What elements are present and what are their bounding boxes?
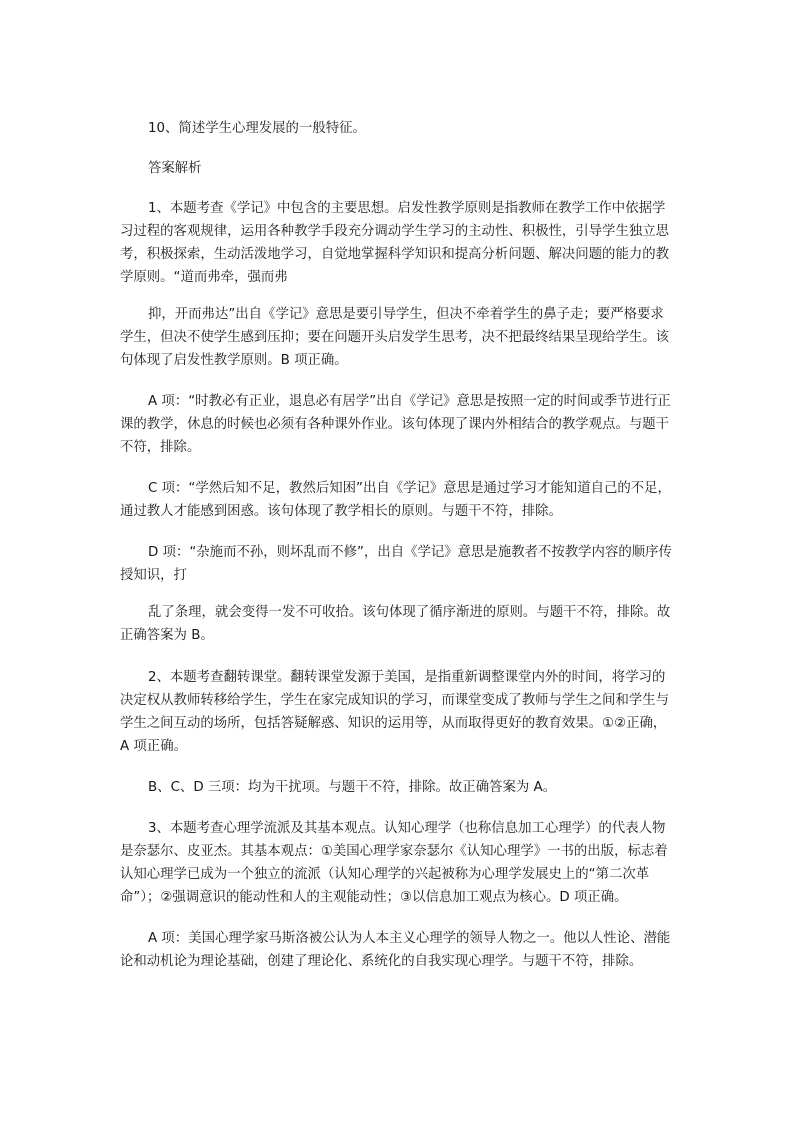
- answer-heading: 答案解析: [148, 161, 202, 176]
- paragraph-1: 1、本题考查《学记》中包含的主要思想。启发性教学原则是指教师在教学工作中依据学习过程的客观规律，运用各种教学手段充分调动学生学习的主动性、积极性，引导学生独立思考，积极探索，生动活泼地学习，自觉地掌握科学知识和提高分析问题、解决问题的能力的教学原则。“道而弗牵，强而弗: [120, 201, 670, 285]
- paragraph-3: A 项：“时教必有正业，退息必有居学”出自《学记》意思是按照一定的时间或季节进行正课的教学，休息的时候也必须有各种课外作业。该句体现了课内外相结合的教学观点。与题干不符，排除。: [120, 394, 671, 455]
- document-body: [120, 117, 672, 973]
- paragraph-4: C 项：“学然后知不足，教然后知困”出自《学记》意思是通过学习才能知道自己的不足，通过教人才能感到困惑。该句体现了教学相长的原则。与题干不符，排除。: [120, 481, 671, 519]
- paragraph-9: 3、本题考查心理学流派及其基本观点。认知心理学（也称信息加工心理学）的代表人物是奈瑟尔、皮亚杰。其基本观点：①美国心理学家奈瑟尔《认知心理学》一书的出版，标志着认知心理学已成为一个独立的流派（认知心理学的兴起被称为心理学发展史上的“第二次革命”）；②强调意识的能动性和人的主观能动性；③以信息加工观点为核心。D 项正确。: [120, 821, 668, 905]
- paragraph-6: 乱了条理，就会变得一发不可收拾。该句体现了循序渐进的原则。与题干不符，排除。故正确答案为 B。: [120, 605, 671, 643]
- paragraph-7: 2、本题考查翻转课堂。翻转课堂发源于美国，是指重新调整课堂内外的时间，将学习的决定权从教师转移给学生，学生在家完成知识的学习，而课堂变成了教师与学生之间和学生与学生之间互动的场所，包括答疑解惑、知识的运用等，从而取得更好的教育效果。①②正确，A 项正确。: [120, 670, 670, 754]
- paragraph-8: B、C、D 三项：均为干扰项。与题干不符，排除。故正确答案为 A。: [148, 780, 557, 795]
- paragraph-10: A 项：美国心理学家马斯洛被公认为人本主义心理学的领导人物之一。他以人性论、潜能论和动机论为理论基础，创建了理论化、系统化的自我实现心理学。与题干不符，排除。: [120, 931, 671, 969]
- paragraph-2: 抑，开而弗达”出自《学记》意思是要引导学生，但决不牵着学生的鼻子走；要严格要求学生，但决不使学生感到压抑；要在问题开头启发学生思考，决不把最终结果呈现给学生。该句体现了启发性教学原则。B 项正确。: [120, 307, 670, 368]
- paragraph-5: D 项：“杂施而不孙，则坏乱而不修”，出自《学记》意思是施教者不按教学内容的顺序传授知识，打: [120, 545, 672, 583]
- question-10: 10、简述学生心理发展的一般特征。: [148, 121, 366, 136]
